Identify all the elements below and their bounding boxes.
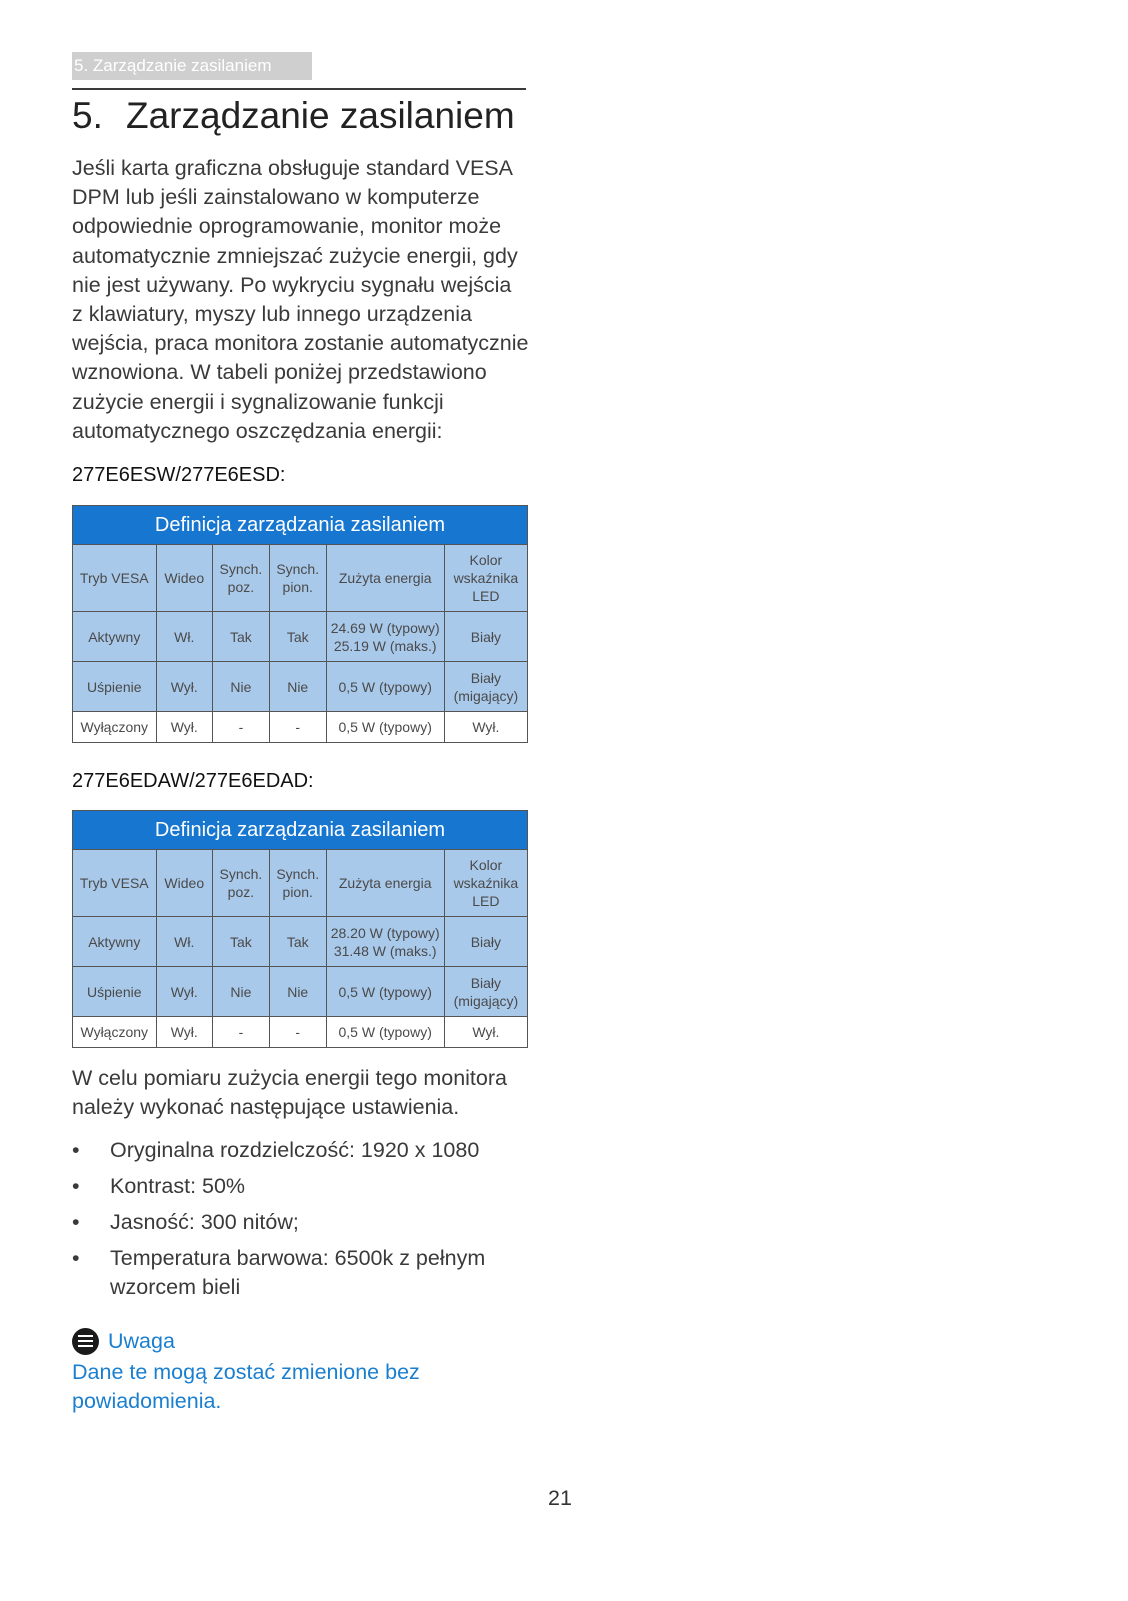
cell-h-sync: - (213, 712, 270, 743)
note-line: Dane te mogą zostać zmienione bez (72, 1360, 420, 1384)
cell-v-sync: - (269, 1017, 326, 1048)
cell-h-sync: Nie (213, 967, 270, 1017)
cell-power-line: 25.19 W (maks.) (333, 637, 437, 654)
list-item-text: Temperatura barwowa: 6500k z pełnym (110, 1246, 486, 1270)
note-line: powiadomienia. (72, 1389, 222, 1413)
section-title: Zarządzanie zasilaniem (126, 95, 515, 136)
header-h-sync-line: poz. (227, 579, 255, 595)
header-led (444, 545, 527, 612)
list-item (72, 1172, 532, 1201)
header-v-sync (269, 545, 326, 612)
cell-h-sync: Nie (213, 662, 270, 712)
cell-v-sync: Nie (269, 662, 326, 712)
list-item-text: Oryginalna rozdzielczość: 1920 x 1080 (110, 1138, 480, 1162)
cell-mode: Aktywny (73, 917, 157, 967)
table-row-active (73, 612, 528, 662)
cell-v-sync: Tak (269, 612, 326, 662)
table-row-off (73, 1017, 528, 1048)
intro-paragraph (72, 154, 532, 446)
table-caption-row (73, 811, 528, 850)
cell-power: 0,5 W (typowy) (326, 712, 444, 743)
cell-power-line: 31.48 W (maks.) (333, 942, 437, 959)
cell-power: 0,5 W (typowy) (326, 1017, 444, 1048)
cell-video: Wył. (156, 712, 212, 743)
header-vesa-mode: Tryb VESA (73, 545, 157, 612)
note-icon (72, 1328, 99, 1355)
header-vesa-mode: Tryb VESA (73, 850, 157, 917)
header-h-sync (213, 545, 270, 612)
cell-mode: Wyłączony (73, 1017, 157, 1048)
header-v-sync-line: Synch. (276, 561, 320, 577)
table-row-off (73, 712, 528, 743)
header-h-sync-line: Synch. (219, 561, 263, 577)
header-led-line: wskaźnika (453, 570, 519, 586)
cell-mode: Uśpienie (73, 967, 157, 1017)
cell-v-sync: Tak (269, 917, 326, 967)
header-divider (72, 88, 526, 90)
header-led-line: wskaźnika (453, 875, 519, 891)
cell-h-sync: - (213, 1017, 270, 1048)
header-h-sync (213, 850, 270, 917)
cell-video: Wł. (156, 612, 212, 662)
cell-power: 0,5 W (typowy) (326, 662, 444, 712)
page-title (72, 92, 515, 140)
note-title: Uwaga (108, 1329, 175, 1353)
table-row-active (73, 917, 528, 967)
list-item (72, 1136, 532, 1165)
table-header-row (73, 545, 528, 612)
header-led-line: LED (472, 588, 500, 604)
cell-led (444, 662, 527, 712)
cell-led-line: (migający) (453, 687, 519, 704)
measurement-line: należy wykonać następujące ustawienia. (72, 1095, 460, 1119)
list-item (72, 1208, 532, 1237)
cell-power (326, 917, 444, 967)
list-item-text: Kontrast: 50% (110, 1174, 246, 1198)
list-item-text: Jasność: 300 nitów; (110, 1210, 299, 1234)
intro-line: z klawiatury, myszy lub innego urządzenia (72, 302, 472, 327)
header-v-sync-line: pion. (282, 579, 313, 595)
table-caption: Definicja zarządzania zasilaniem (73, 811, 528, 850)
table-caption-row (73, 506, 528, 545)
power-table-2 (72, 810, 528, 1048)
cell-power: 0,5 W (typowy) (326, 967, 444, 1017)
header-v-sync-line: pion. (282, 884, 313, 900)
cell-video: Wł. (156, 917, 212, 967)
measurement-line: W celu pomiaru zużycia energii tego monitora (72, 1066, 507, 1090)
intro-line: nie jest używany. Po wykryciu sygnału wejścia (72, 272, 512, 297)
cell-power (326, 612, 444, 662)
intro-line: wejścia, praca monitora zostanie automatycznie (72, 331, 529, 356)
bullet: • (72, 1138, 80, 1162)
cell-mode: Uśpienie (73, 662, 157, 712)
cell-power-line: 24.69 W (typowy) (330, 619, 440, 636)
cell-led-line: Biały (470, 974, 502, 991)
bullet: • (72, 1174, 80, 1198)
cell-h-sync: Tak (213, 917, 270, 967)
bullet: • (72, 1246, 80, 1270)
header-led-line: Kolor (469, 552, 503, 568)
cell-led-line: (migający) (453, 992, 519, 1009)
intro-line: odpowiednie oprogramowanie, monitor może (72, 214, 502, 239)
header-v-sync (269, 850, 326, 917)
intro-line: Jeśli karta graficzna obsługuje standard VESA (72, 156, 513, 180)
bullet: • (72, 1210, 80, 1234)
header-power: Zużyta energia (326, 850, 444, 917)
list-item-text: wzorcem bieli (110, 1275, 241, 1299)
header-video: Wideo (156, 850, 212, 917)
intro-line: automatycznie zmniejszać zużycie energii, gdy (72, 243, 518, 268)
cell-led: Wył. (444, 1017, 527, 1048)
cell-video: Wył. (156, 662, 212, 712)
header-v-sync-line: Synch. (276, 866, 320, 882)
header-led (444, 850, 527, 917)
cell-h-sync: Tak (213, 612, 270, 662)
header-video: Wideo (156, 545, 212, 612)
measurement-paragraph (72, 1064, 532, 1122)
cell-v-sync: Nie (269, 967, 326, 1017)
cell-video: Wył. (156, 967, 212, 1017)
section-number: 5. (72, 95, 103, 136)
cell-mode: Aktywny (73, 612, 157, 662)
header-power: Zużyta energia (326, 545, 444, 612)
intro-line: DPM lub jeśli zainstalowano w komputerze (72, 185, 480, 210)
cell-v-sync: - (269, 712, 326, 743)
intro-line: automatycznego oszczędzania energii: (72, 418, 443, 443)
header-h-sync-line: poz. (227, 884, 255, 900)
intro-line: wznowiona. W tabeli poniżej przedstawiono (72, 360, 487, 385)
header-led-line: Kolor (469, 857, 503, 873)
cell-led: Biały (444, 612, 527, 662)
cell-led (444, 967, 527, 1017)
table-caption: Definicja zarządzania zasilaniem (73, 506, 528, 545)
page-number: 21 (548, 1486, 572, 1510)
table-header-row (73, 850, 528, 917)
cell-led-line: Biały (470, 669, 502, 686)
cell-led: Biały (444, 917, 527, 967)
running-header-tab: 5. Zarządzanie zasilaniem (72, 52, 312, 80)
list-item (72, 1244, 532, 1302)
header-h-sync-line: Synch. (219, 866, 263, 882)
note-heading (72, 1326, 175, 1356)
note-body (72, 1358, 532, 1416)
cell-led: Wył. (444, 712, 527, 743)
cell-power-line: 28.20 W (typowy) (330, 924, 440, 941)
cell-video: Wył. (156, 1017, 212, 1048)
header-led-line: LED (472, 893, 500, 909)
cell-mode: Wyłączony (73, 712, 157, 743)
power-table-1 (72, 505, 528, 743)
table-row-sleep (73, 967, 528, 1017)
table-row-sleep (73, 662, 528, 712)
model-heading-1: 277E6ESW/277E6ESD: (72, 464, 286, 486)
model-heading-2: 277E6EDAW/277E6EDAD: (72, 770, 314, 792)
intro-line: zużycie energii i sygnalizowanie funkcji (72, 389, 444, 414)
settings-list (72, 1136, 532, 1309)
